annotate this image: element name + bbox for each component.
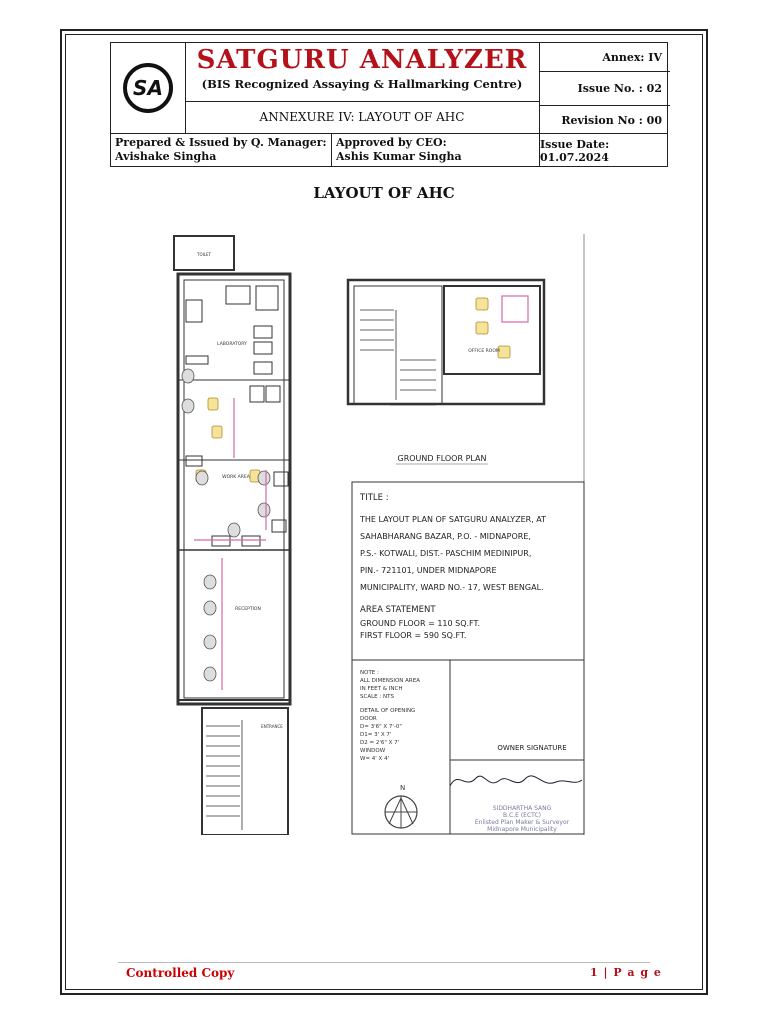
controlled-copy-label: Controlled Copy [126,966,235,980]
room-label-office: OFFICE ROOM [468,349,500,354]
room-label-toilet: TOILET [197,252,211,257]
area-line-2: FIRST FLOOR = 590 SQ.FT. [360,631,467,640]
title-heading: TITLE : [360,493,389,503]
header-brand-cell [185,43,539,102]
document-header [110,42,668,167]
svg-text:SCALE : NTS: SCALE : NTS [360,694,394,700]
prepared-by: Prepared & Issued by Q. Manager: Avishake Singha [115,136,327,163]
room-label-work: WORK AREA [222,475,250,480]
title-line-4: PIN.- 721101, UNDER MIDNAPORE [360,566,497,575]
issue-date: Issue Date: 01.07.2024 [539,134,668,167]
room-label-entrance: ENTRANCE [261,724,283,729]
page-number: 1 | P a g e [590,966,662,979]
svg-text:ALL DIMENSION AREA: ALL DIMENSION AREA [360,678,420,684]
room-label-reception: RECEPTION [235,607,261,612]
svg-text:SA: SA [133,76,163,100]
svg-text:Midnapore Municipality: Midnapore Municipality [487,826,557,833]
company-logo-icon [122,62,174,114]
title-line-1: THE LAYOUT PLAN OF SATGURU ANALYZER, AT [360,515,547,524]
svg-text:SIDDHARTHA SANG: SIDDHARTHA SANG [492,805,552,812]
svg-text:NOTE :: NOTE : [360,670,379,676]
svg-text:DOOR: DOOR [360,716,377,722]
title-line-5: MUNICIPALITY, WARD NO.- 17, WEST BENGAL. [360,583,544,592]
room-label-lab: LABORATORY [217,342,247,347]
logo [111,43,186,133]
footer-rule [118,962,650,963]
revision-number: Revision No : 00 [561,113,662,127]
ground-floor-label: GROUND FLOOR PLAN [397,454,487,463]
floor-plan-drawing [166,230,586,835]
header-meta [539,43,670,133]
svg-text:D1= 3' X 7': D1= 3' X 7' [360,732,392,738]
area-heading: AREA STATEMENT [360,605,436,615]
approved-by: Approved by CEO: Ashis Kumar Singha [331,134,537,167]
area-line-1: GROUND FLOOR = 110 SQ.FT. [360,619,480,628]
company-name: SATGURU ANALYZER [196,45,528,75]
svg-text:Enlisted Plan Maker & Surveyor: Enlisted Plan Maker & Surveyor [474,819,570,826]
issue-number: Issue No. : 02 [540,72,670,106]
owner-signature-label: OWNER SIGNATURE [497,744,567,752]
svg-text:WINDOW: WINDOW [360,748,386,754]
title-line-3: P.S.- KOTWALI, DIST.- PASCHIM MEDINIPUR, [360,549,532,558]
svg-text:DETAIL OF OPENING: DETAIL OF OPENING [360,708,416,714]
approval-row [111,133,667,167]
svg-text:W= 4' X 4': W= 4' X 4' [360,756,390,762]
title-line-2: SAHABHARANG BAZAR, P.O. - MIDNAPORE, [360,532,531,541]
svg-text:D2 = 2'6" X 7': D2 = 2'6" X 7' [360,740,400,746]
svg-text:D= 3'6" X 7'-0": D= 3'6" X 7'-0" [360,724,402,730]
annexure-title: ANNEXURE IV: LAYOUT OF AHC [259,110,465,124]
svg-text:N: N [400,784,406,792]
annex-label: Annex: IV [540,43,670,72]
svg-text:IN FEET & INCH: IN FEET & INCH [360,686,403,692]
svg-text:B.C.E (ECTC): B.C.E (ECTC) [503,812,541,819]
page-title: LAYOUT OF AHC [313,184,455,202]
company-subtitle: (BIS Recognized Assaying & Hallmarking Centre) [201,77,523,91]
